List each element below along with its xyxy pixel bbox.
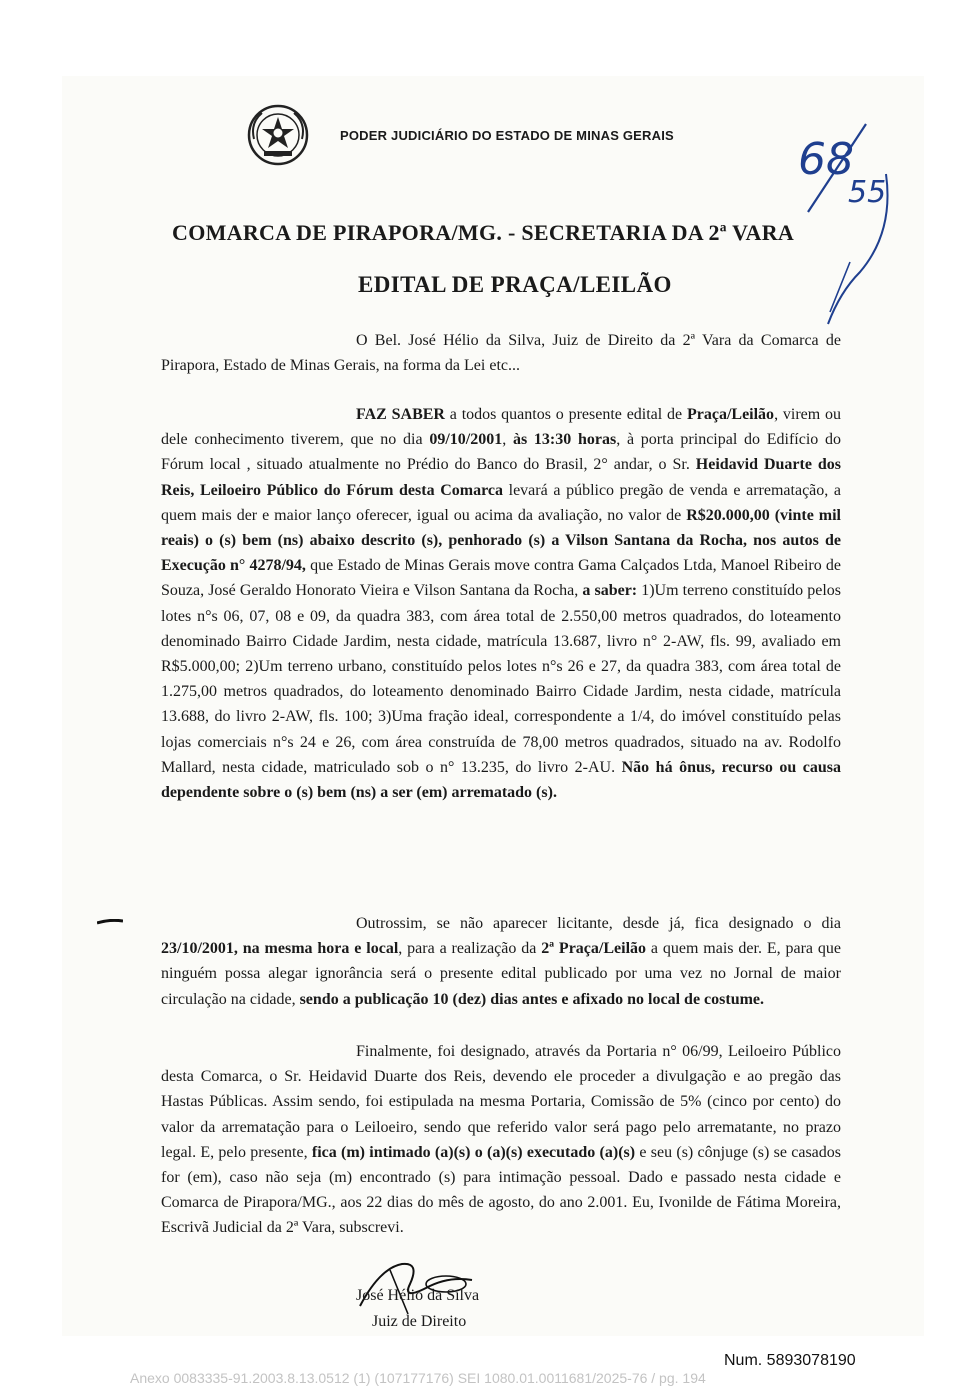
second-auction-text: a quem mais der. E, para que ninguém possa alegar ignorância será o presente edital publicado por uma vez no Jornal de maior circulação na cidade, — [161, 940, 841, 1008]
auction-time: às 13:30 horas — [512, 431, 617, 449]
notice-paragraph — [161, 402, 841, 805]
handwritten-page-number — [790, 112, 900, 332]
document-number: Num. 5893078190 — [724, 1352, 856, 1369]
a-saber: a saber: — [582, 582, 638, 600]
second-auction-date: 23/10/2001, na mesma hora e local — [161, 940, 399, 958]
signatory-role: Juiz de Direito — [372, 1313, 467, 1330]
second-auction-type: 2ª Praça/Leilão — [541, 940, 647, 958]
court-header: PODER JUDICIÁRIO DO ESTADO DE MINAS GERAIS — [340, 128, 674, 143]
summons-clause: fica (m) intimado (a)(s) o (a)(s) executado (a)(s) — [311, 1143, 636, 1161]
faz-saber: FAZ SABER — [356, 406, 445, 423]
notice-text: a todos quantos o presente edital de — [444, 406, 687, 423]
valuation-and-case: R$20.000,00 (vinte mil reais) o (s) bem (ns) abaixo descrito (s), penhorado (s) a Vilson Santana da Rocha, nos autos de Execução n° 4278/94, — [161, 506, 841, 575]
signatory-name: José Hélio da Silva — [356, 1287, 480, 1304]
closing-text: e seu (s) cônjuge (s) se casados for (em), caso não seja (m) encontrado (s) para intimação pessoal. Dado e passado nesta cidade e Comarca de Pirapora/MG., aos 22 dias do mês de agosto, do ano 2.001. Eu, Ivonilde de Fátima Moreira, — [161, 1143, 842, 1212]
document-title: EDITAL DE PRAÇA/LEILÃO — [358, 272, 672, 297]
notice-text: que Estado de Minas Gerais move contra Gama Calçados Ltda, Manoel Ribeiro de Souza, José Geraldo Honorato Vieira e Vilson Santana da Rocha, — [161, 557, 842, 600]
closing-text: Escrivã Judicial da 2ª Vara, subscrevi. — [161, 1219, 404, 1237]
closing-paragraph — [161, 1039, 841, 1241]
second-auction-text: , para a realização da — [398, 940, 542, 958]
publication-clause: sendo a publicação 10 (dez) dias antes e afixado no local de costume. — [299, 990, 765, 1008]
notice-text: , virem ou dele conhecimento tiverem, que no dia — [161, 406, 842, 449]
coat-of-arms-icon — [246, 103, 310, 167]
footer-reference: Anexo 0083335-91.2003.8.13.0512 (1) (107177176) SEI 1080.01.0011681/2025-76 / pg. 194 — [130, 1370, 706, 1386]
auction-date: 09/10/2001 — [429, 431, 503, 449]
auctioneer-name: Heidavid Duarte dos Reis, Leiloeiro Público do Fórum desta Comarca — [161, 456, 842, 499]
notice-text: , à porta principal do Edifício do Fórum local , situado atualmente no Prédio do Banco do Brasil, 2° andar, o Sr. — [161, 431, 842, 474]
notice-text: , — [502, 431, 513, 449]
intro-paragraph: O Bel. José Hélio da Silva, Juiz de Direito da 2ª Vara da Comarca de Pirapora, Estado de Minas Gerais, na forma da Lei etc... — [161, 332, 841, 375]
auction-type: Praça/Leilão — [686, 406, 775, 423]
second-auction-paragraph — [161, 911, 841, 1012]
margin-mark — [97, 919, 123, 925]
page-number-top: 68 — [798, 134, 854, 185]
comarca-title: COMARCA DE PIRAPORA/MG. - SECRETARIA DA 2ª VARA — [172, 220, 795, 245]
second-auction-text: Outrossim, se não aparecer licitante, desde já, fica designado o dia — [356, 915, 841, 932]
no-encumbrance-clause: Não há ônus, recurso ou causa dependente sobre o (s) bem (ns) a ser (em) arrematado (s). — [161, 758, 842, 802]
closing-text: Finalmente, foi designado, através da Portaria n° 06/99, Leiloeiro Público desta Comarca, o Sr. Heidavid Duarte dos Reis, devendo ele proceder a divulgação e ao pregão das Hastas Públicas. Assim sendo, foi estipulada na mesma Portaria, Comissão de 5% (cinco por cento) do valor da arrematação para o Leiloeiro, sendo que referido valor será pago pelo arrematante, no prazo legal. E, pelo presente, — [161, 1043, 841, 1161]
property-list: 1)Um terreno constituído pelos lotes n°s 06, 07, 08 e 09, da quadra 383, com área total de 2.550,00 metros quadrados, do loteamento denominado Bairro Cidade Jardim, nesta cidade, matrícula 13.687, livro n° 2-AW, fls. 99, avaliado em R$5.000,00; 2)Um terreno urbano, constituído pelos lotes n°s 26 e 27, da quadra 383, com área total de 1.275,00 metros quadrados, do loteamento denominado Bairro Cidade Jardim, nesta cidade, matrícula 13.688, do livro 2-AW, fls. 100; 3)Uma fração ideal, correspondente a 1/4, do imóvel constituído pelas lojas comerciais n°s 24 e 26, com área construída de 78,00 metros quadrados, situado na av. Rodolfo Mallard, nesta cidade, matriculado sob o n° 13.235, do livro 2-AU. — [161, 582, 842, 776]
notice-text: levará a público pregão de venda e arrematação, a quem mais der e maior lanço oferecer, igual ou acima da avaliação, no valor de — [161, 481, 841, 524]
page-number-bottom: 55 — [848, 175, 887, 210]
